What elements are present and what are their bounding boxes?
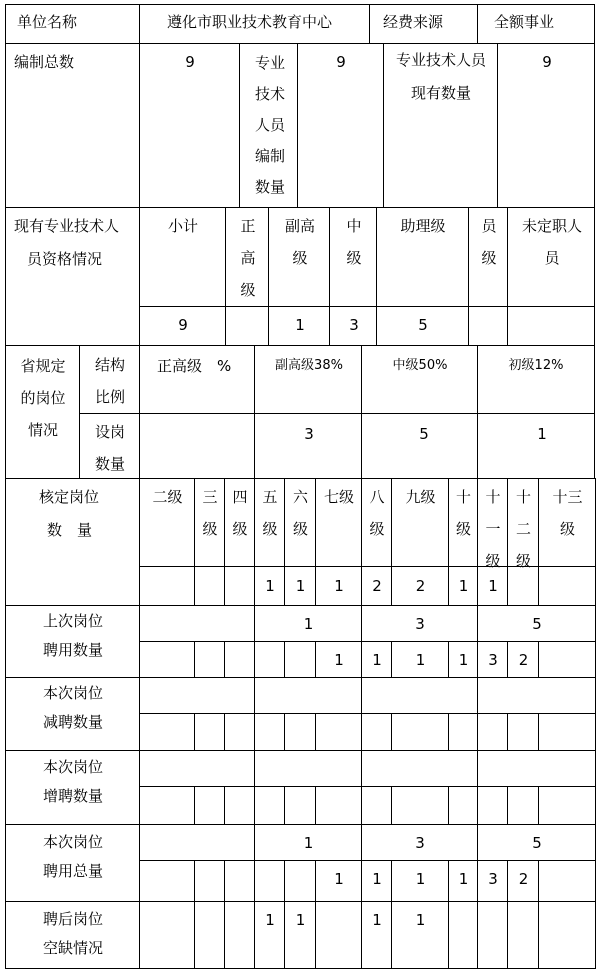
ratio-mid: 中级50% <box>392 358 448 373</box>
approved-value-cell <box>315 566 362 606</box>
assistant-value: 5 <box>418 316 428 334</box>
last-hire-value-cell <box>315 641 362 678</box>
last-hire-label-cell <box>5 605 140 678</box>
total-hire-value: 1 <box>334 870 344 888</box>
approved-value-cell <box>448 566 478 606</box>
vacancy-value-cell <box>507 901 539 969</box>
provincial-label: 省规定 的岗位 情况 <box>20 357 66 439</box>
add-hire-value-cell <box>194 786 225 825</box>
qualification-label-1: 现有专业技术人 <box>14 217 120 235</box>
total-hire-value-cell <box>448 860 478 902</box>
reduce-hire-value-cell <box>194 713 225 751</box>
set-mid: 5 <box>419 425 429 443</box>
level-header-cell <box>538 478 596 567</box>
vacancy-value-cell <box>315 901 362 969</box>
unit-name-value: 遵化市职业技术教育中心 <box>167 13 333 31</box>
reduce-hire-value-cell <box>361 713 392 751</box>
approved-value: 1 <box>334 577 344 595</box>
vacancy-value-cell <box>284 901 316 969</box>
approved-count-label-2: 数 量 <box>47 521 93 539</box>
last-hire-value: 1 <box>415 651 426 669</box>
add-hire-group-cell <box>139 750 255 787</box>
clerk-header-cell <box>468 207 508 307</box>
total-hire-group-value: 5 <box>532 834 542 852</box>
reduce-hire-value-cell <box>224 713 255 751</box>
set-vice: 3 <box>304 425 314 443</box>
assistant-header: 助理级 <box>400 217 446 235</box>
last-hire-value-cell <box>391 641 449 678</box>
level-header-cell <box>361 478 392 567</box>
pro-staff-label-cell <box>239 43 298 208</box>
ratio-senior-cell <box>139 345 255 414</box>
set-vice-cell <box>254 413 362 479</box>
last-hire-value-cell <box>448 641 478 678</box>
vacancy-value-cell <box>391 901 449 969</box>
assistant-header-cell <box>376 207 469 307</box>
total-hire-group-value: 1 <box>303 834 314 852</box>
approved-value: 1 <box>295 577 306 595</box>
unit-name-label-cell <box>5 4 140 44</box>
total-hire-group-value: 3 <box>415 834 425 852</box>
vacancy-value-cell <box>224 901 255 969</box>
funding-label: 经费来源 <box>383 13 444 31</box>
funding-label-cell <box>369 4 478 44</box>
ratio-junior: 初级12% <box>508 358 564 373</box>
approved-value-cell <box>139 566 195 606</box>
last-hire-value-cell <box>284 641 316 678</box>
provincial-label-cell <box>5 345 80 479</box>
add-hire-value-cell <box>315 786 362 825</box>
level-header-cell <box>391 478 449 567</box>
reduce-hire-value-cell <box>284 713 316 751</box>
clerk-value-cell <box>468 306 508 346</box>
level-header: 三 级 <box>202 488 218 538</box>
level-header: 六 级 <box>292 488 309 538</box>
level-header: 四 级 <box>232 488 248 538</box>
approved-value-cell <box>538 566 596 606</box>
pro-current-label-2: 现有数量 <box>410 84 472 102</box>
level-header-cell <box>139 478 195 567</box>
add-hire-value-cell <box>361 786 392 825</box>
pro-staff-value-cell <box>297 43 384 208</box>
approved-count-label-cell <box>5 478 140 606</box>
unrated-value-cell <box>507 306 595 346</box>
vice-senior-value-cell <box>268 306 330 346</box>
reduce-hire-value-cell <box>139 713 195 751</box>
add-hire-value-cell <box>477 786 508 825</box>
total-hire-value-cell <box>224 860 255 902</box>
last-hire-group-cell <box>139 605 255 642</box>
mid-header: 中 级 <box>346 217 362 267</box>
level-header-cell <box>507 478 539 570</box>
vacancy-value: 1 <box>372 911 382 929</box>
staff-total-label-cell <box>5 43 140 208</box>
approved-value: 2 <box>415 577 426 595</box>
last-hire-value-cell <box>194 641 225 678</box>
pro-current-value-cell <box>497 43 595 208</box>
last-hire-value: 3 <box>488 651 498 669</box>
total-hire-value-cell <box>477 860 508 902</box>
vice-senior-value: 1 <box>295 316 305 334</box>
total-hire-group-cell <box>477 824 596 861</box>
vacancy-value: 1 <box>415 911 426 929</box>
approved-value-cell <box>507 566 539 606</box>
add-hire-value-cell <box>507 786 539 825</box>
total-hire-value: 3 <box>488 870 498 888</box>
last-hire-group-value: 1 <box>303 615 314 633</box>
approved-value: 1 <box>458 577 469 595</box>
pro-current-label-cell <box>383 43 498 208</box>
last-hire-value: 1 <box>458 651 469 669</box>
mid-header-cell <box>329 207 377 307</box>
pro-current-label-1: 专业技术人员 <box>395 51 487 69</box>
add-hire-value-cell <box>254 786 285 825</box>
add-hire-value-cell <box>224 786 255 825</box>
unit-name-value-cell <box>139 4 370 44</box>
approved-value-cell <box>224 566 255 606</box>
add-hire-group-cell <box>361 750 478 787</box>
pro-current-value: 9 <box>542 53 552 71</box>
last-hire-value: 2 <box>518 651 529 669</box>
level-header: 九级 <box>405 488 436 506</box>
add-hire-value-cell <box>391 786 449 825</box>
unrated-header-cell <box>507 207 595 307</box>
reduce-hire-value-cell <box>391 713 449 751</box>
vacancy-value-cell <box>361 901 392 969</box>
total-hire-value-cell <box>538 860 596 902</box>
vacancy-value-cell <box>194 901 225 969</box>
level-header: 十 级 <box>455 488 472 538</box>
vacancy-label: 聘后岗位 空缺情况 <box>42 910 104 957</box>
subtotal-header-cell <box>139 207 226 307</box>
total-hire-value-cell <box>507 860 539 902</box>
total-hire-value: 1 <box>458 870 469 888</box>
ratio-junior-cell <box>477 345 595 414</box>
senior-header-cell <box>225 207 269 307</box>
vacancy-value-cell <box>448 901 478 969</box>
level-header-cell <box>194 478 225 567</box>
subtotal-value: 9 <box>178 316 188 334</box>
total-hire-label: 本次岗位 聘用总量 <box>42 833 104 880</box>
vice-senior-header-cell <box>268 207 330 307</box>
approved-count-label-1: 核定岗位 <box>39 488 100 506</box>
set-senior-cell <box>139 413 255 479</box>
structure-ratio-label: 结构 比例 <box>94 356 126 406</box>
approved-value-cell <box>194 566 225 606</box>
add-hire-label-cell <box>5 750 140 825</box>
total-hire-value-cell <box>361 860 392 902</box>
level-header: 二级 <box>152 488 183 506</box>
unrated-header: 未定职人 员 <box>521 217 583 267</box>
add-hire-value-cell <box>139 786 195 825</box>
mid-value-cell <box>329 306 377 346</box>
set-junior-cell <box>477 413 595 479</box>
reduce-hire-group-cell <box>477 677 596 714</box>
last-hire-group-cell <box>254 605 362 642</box>
reduce-hire-group-cell <box>361 677 478 714</box>
level-header: 七级 <box>323 488 355 506</box>
last-hire-value-cell <box>477 641 508 678</box>
clerk-header: 员 级 <box>481 217 497 267</box>
senior-header: 正 高 级 <box>240 217 256 299</box>
structure-ratio-label-cell <box>79 345 140 414</box>
staff-total-label: 编制总数 <box>14 53 75 71</box>
qualification-label-cell <box>5 207 140 346</box>
last-hire-value-cell <box>361 641 392 678</box>
last-hire-group-value: 5 <box>532 615 542 633</box>
vacancy-value-cell <box>477 901 508 969</box>
total-hire-value: 1 <box>372 870 382 888</box>
add-hire-value-cell <box>284 786 316 825</box>
subtotal-value-cell <box>139 306 226 346</box>
reduce-hire-group-cell <box>139 677 255 714</box>
total-hire-value-cell <box>391 860 449 902</box>
level-header-cell <box>448 478 478 567</box>
level-header-cell <box>315 478 362 567</box>
total-hire-value-cell <box>139 860 195 902</box>
level-header: 十 二 级 <box>515 488 532 570</box>
add-hire-label: 本次岗位 增聘数量 <box>42 758 104 805</box>
reduce-hire-label-cell <box>5 677 140 751</box>
add-hire-value-cell <box>448 786 478 825</box>
funding-value: 全额事业 <box>494 13 555 31</box>
reduce-hire-label: 本次岗位 减聘数量 <box>42 684 104 731</box>
level-header: 五 级 <box>262 488 278 538</box>
vacancy-value: 1 <box>265 911 275 929</box>
total-hire-group-cell <box>361 824 478 861</box>
total-hire-value-cell <box>284 860 316 902</box>
total-hire-value-cell <box>315 860 362 902</box>
set-count-label: 设岗 数量 <box>94 423 126 473</box>
approved-value-cell <box>391 566 449 606</box>
total-hire-label-cell <box>5 824 140 902</box>
level-header-cell <box>224 478 255 567</box>
mid-value: 3 <box>349 316 359 334</box>
unit-name-label: 单位名称 <box>17 13 78 31</box>
level-header: 十 一 级 <box>485 488 501 570</box>
reduce-hire-value-cell <box>448 713 478 751</box>
last-hire-value-cell <box>224 641 255 678</box>
level-header-cell <box>477 478 508 570</box>
last-hire-value: 1 <box>334 651 344 669</box>
staff-total-value-cell <box>139 43 240 208</box>
level-header: 十三 级 <box>552 488 583 538</box>
reduce-hire-value-cell <box>507 713 539 751</box>
last-hire-value-cell <box>538 641 596 678</box>
level-header-cell <box>254 478 285 567</box>
reduce-hire-value-cell <box>254 713 285 751</box>
vacancy-label-cell <box>5 901 140 969</box>
set-count-label-cell <box>79 413 140 479</box>
level-header-cell <box>284 478 316 567</box>
total-hire-group-cell <box>139 824 255 861</box>
add-hire-group-cell <box>477 750 596 787</box>
level-header: 八 级 <box>369 488 385 538</box>
approved-value: 1 <box>265 577 275 595</box>
vacancy-value-cell <box>254 901 285 969</box>
reduce-hire-value-cell <box>477 713 508 751</box>
set-mid-cell <box>361 413 478 479</box>
vacancy-value-cell <box>538 901 596 969</box>
total-hire-group-cell <box>254 824 362 861</box>
total-hire-value: 2 <box>518 870 529 888</box>
approved-value-cell <box>254 566 285 606</box>
last-hire-group-value: 3 <box>415 615 425 633</box>
add-hire-group-cell <box>254 750 362 787</box>
reduce-hire-value-cell <box>315 713 362 751</box>
approved-value-cell <box>361 566 392 606</box>
vacancy-value-cell <box>139 901 195 969</box>
add-hire-value-cell <box>538 786 596 825</box>
approved-value: 1 <box>488 577 498 595</box>
pro-staff-value: 9 <box>336 53 346 71</box>
last-hire-value-cell <box>139 641 195 678</box>
last-hire-label: 上次岗位 聘用数量 <box>42 612 104 659</box>
ratio-vice-cell <box>254 345 362 414</box>
last-hire-group-cell <box>361 605 478 642</box>
funding-value-cell <box>477 4 595 44</box>
senior-value-cell <box>225 306 269 346</box>
vice-senior-header: 副高 级 <box>284 217 316 267</box>
approved-value: 2 <box>372 577 382 595</box>
ratio-senior: 正高级 % <box>157 357 232 375</box>
set-junior: 1 <box>537 425 547 443</box>
qualification-label-2: 员资格情况 <box>27 250 103 268</box>
total-hire-value-cell <box>254 860 285 902</box>
subtotal-header: 小计 <box>167 217 199 235</box>
assistant-value-cell <box>376 306 469 346</box>
staff-total-value: 9 <box>185 53 195 71</box>
ratio-vice: 副高级38% <box>275 358 343 373</box>
pro-staff-label: 专业 技术 人员 编制 数量 <box>254 54 286 196</box>
last-hire-value-cell <box>507 641 539 678</box>
last-hire-value: 1 <box>372 651 382 669</box>
vacancy-value: 1 <box>295 911 306 929</box>
approved-value-cell <box>284 566 316 606</box>
total-hire-value-cell <box>194 860 225 902</box>
total-hire-value: 1 <box>415 870 426 888</box>
reduce-hire-value-cell <box>538 713 596 751</box>
last-hire-group-cell <box>477 605 596 642</box>
approved-value-cell <box>477 566 508 606</box>
ratio-mid-cell <box>361 345 478 414</box>
reduce-hire-group-cell <box>254 677 362 714</box>
last-hire-value-cell <box>254 641 285 678</box>
